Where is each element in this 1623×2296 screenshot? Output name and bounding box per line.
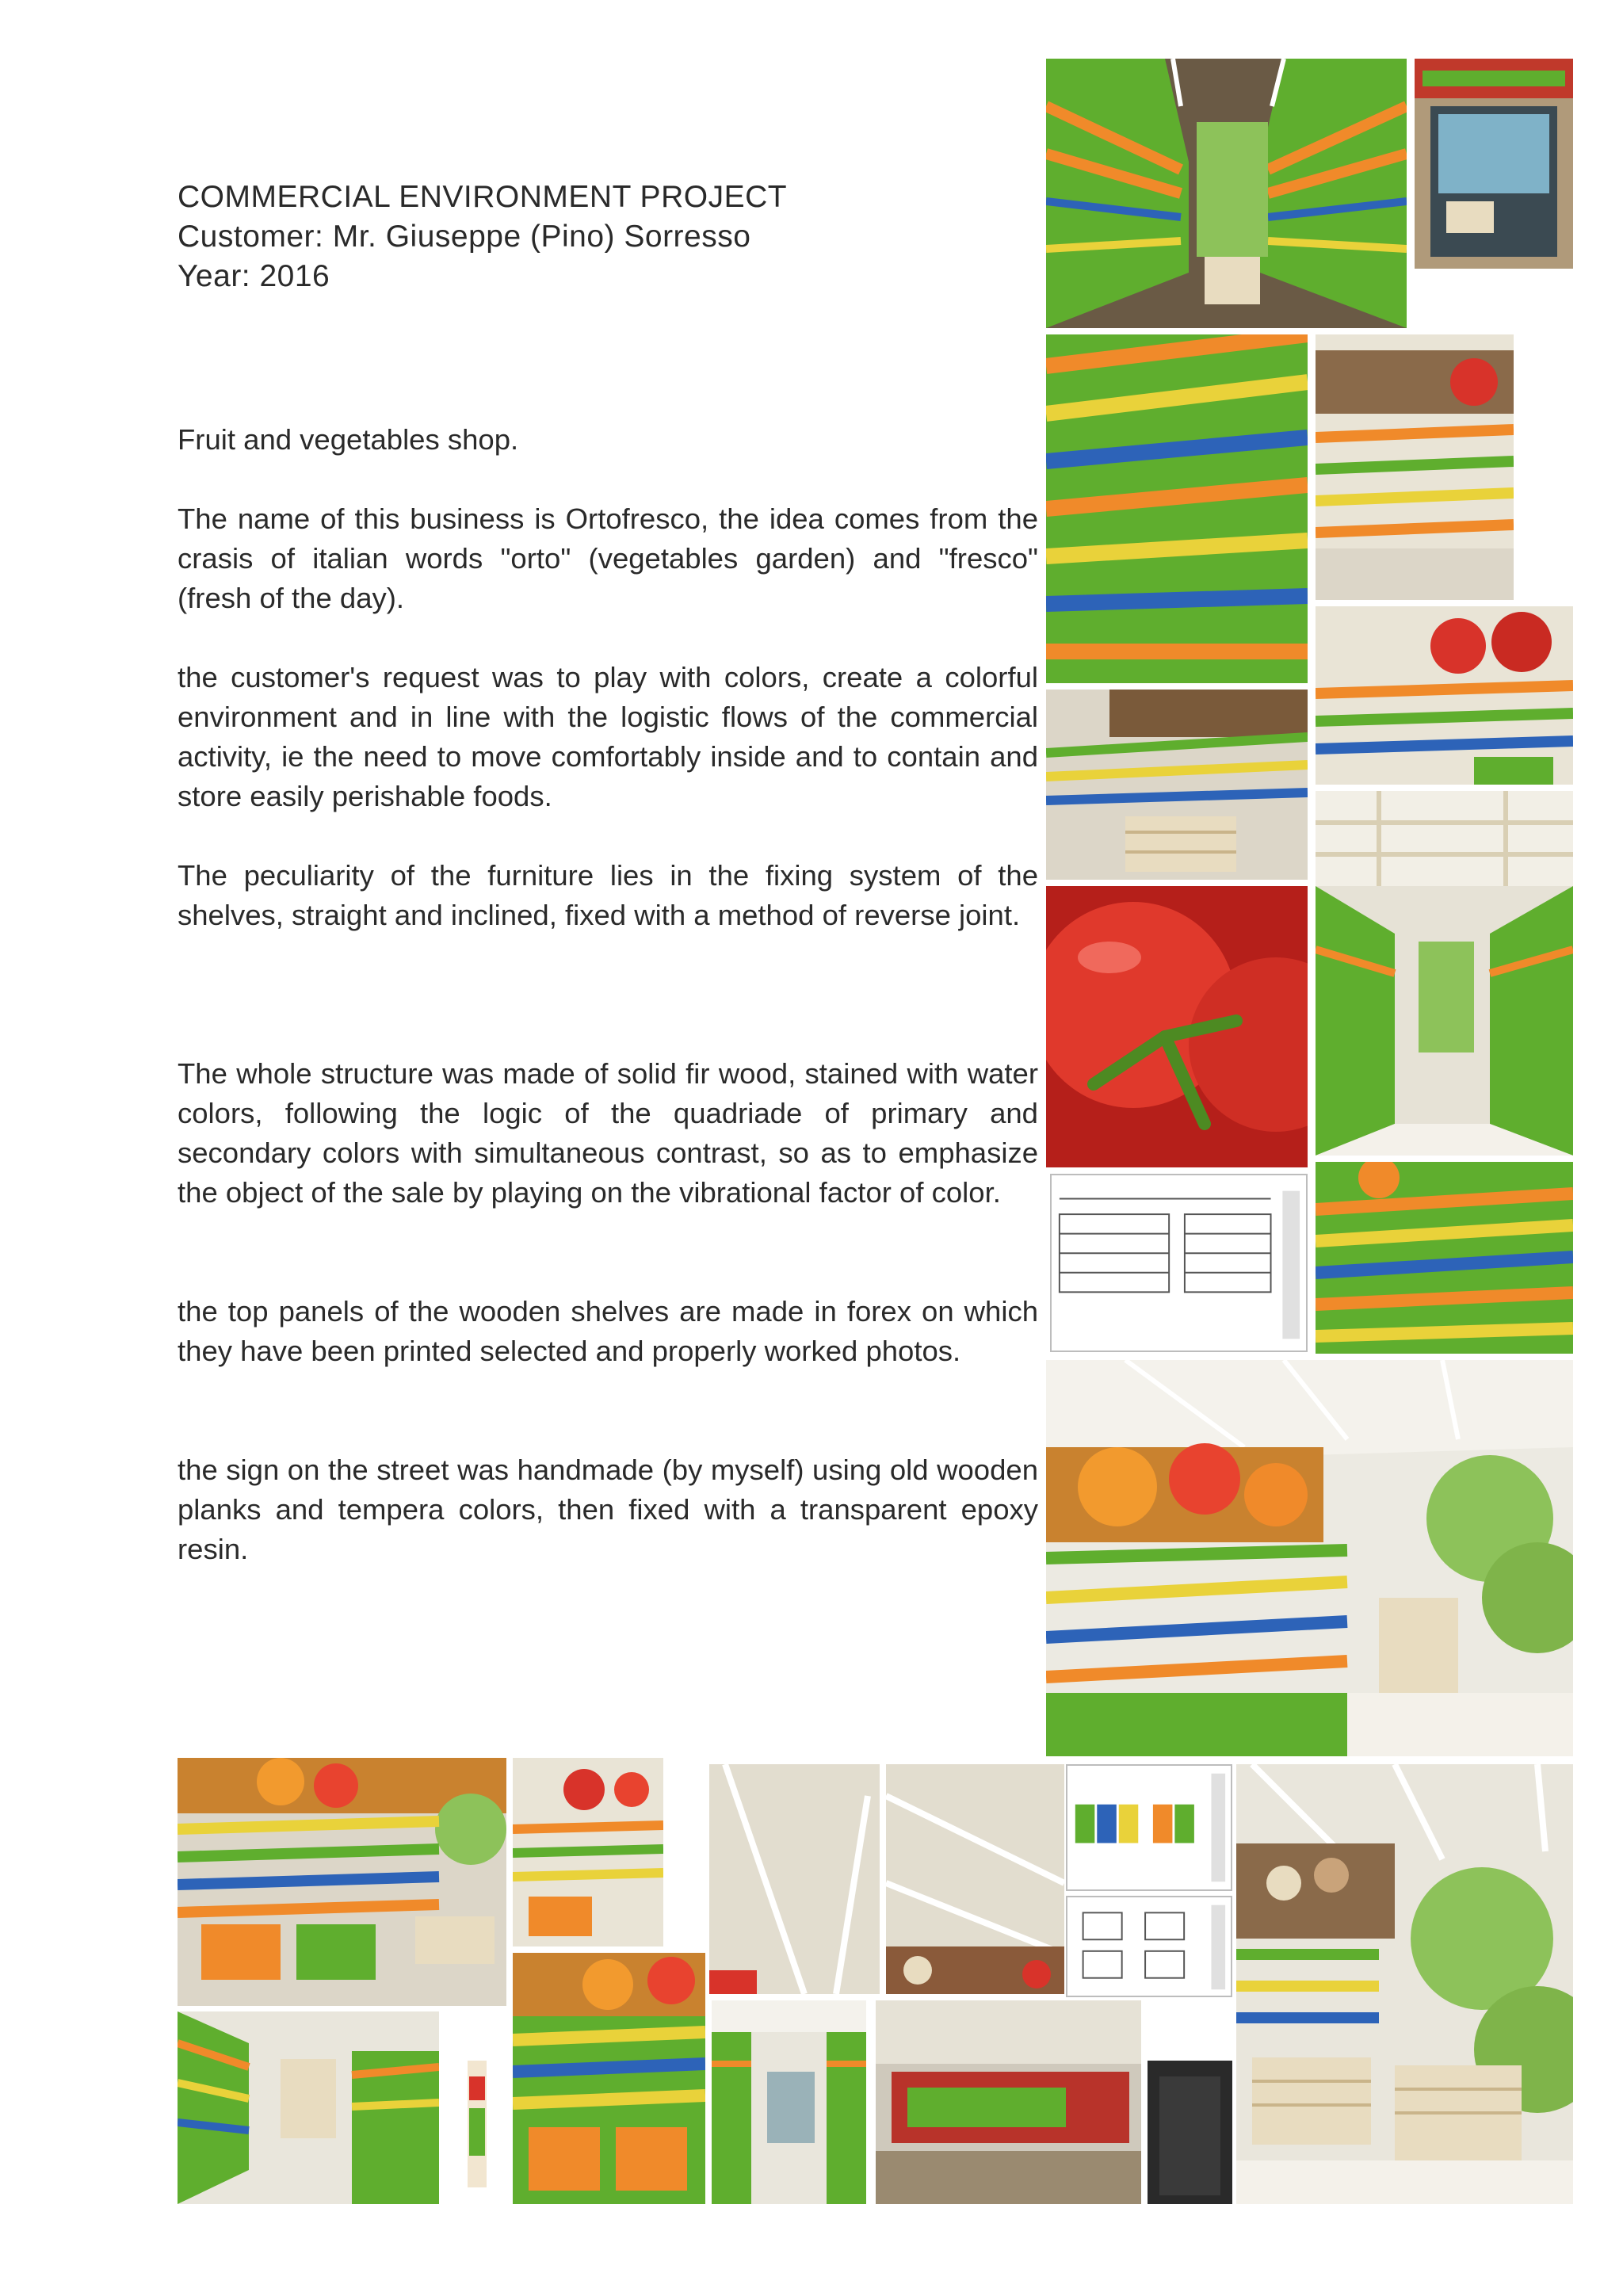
photo-tomato-shelf bbox=[1316, 606, 1573, 785]
photo-ceiling-lights-1 bbox=[709, 1764, 880, 1994]
photo-shelves-pallets bbox=[1046, 690, 1308, 880]
project-year: Year: 2016 bbox=[178, 259, 330, 293]
paragraph-structure: The whole structure was made of solid fir wood, stained with water colors, following the logic of the quadriade of primary and secondary colors with simultaneous contrast, so as to emphasize the object of the sale by playing on the vibrational factor of color. bbox=[178, 1057, 1038, 1209]
photo-shelves-detail bbox=[1316, 1162, 1573, 1354]
technical-drawing-plan-color bbox=[1066, 1764, 1232, 1891]
photo-shop-entrance bbox=[712, 2000, 866, 2204]
paragraph-request: the customer's request was to play with colors, create a colorful environment and in line with the logistic flows of the commercial activity, ie the need to move comfortably inside and to contain and store easily perishable foods. bbox=[178, 661, 1038, 812]
photo-shelves-right bbox=[1316, 334, 1514, 600]
photo-shelves-closeup bbox=[1046, 334, 1308, 683]
technical-drawing-section bbox=[1066, 1896, 1232, 1997]
photo-shelves-colorful bbox=[513, 1953, 705, 2204]
paragraph-furniture: The peculiarity of the furniture lies in the fixing system of the shelves, straight and inclined, fixed with a method of reverse joint. bbox=[178, 859, 1038, 931]
intro-paragraph: Fruit and vegetables shop. bbox=[178, 423, 519, 456]
project-title: COMMERCIAL ENVIRONMENT PROJECT bbox=[178, 180, 788, 214]
photo-ceiling-lights-2 bbox=[886, 1764, 1064, 1994]
project-customer: Customer: Mr. Giuseppe (Pino) Sorresso bbox=[178, 220, 751, 254]
photo-shop-front bbox=[1415, 59, 1573, 269]
photo-entrance-pallets bbox=[1236, 1764, 1573, 2204]
photo-aisle-shelves-low bbox=[178, 2011, 439, 2204]
photo-aisle-ceiling bbox=[1316, 791, 1573, 1156]
photo-interior-wide bbox=[1046, 1360, 1573, 1756]
photo-sign-vertical bbox=[445, 2045, 509, 2203]
photo-shelves-small bbox=[513, 1758, 663, 1946]
photo-shop-aisle bbox=[1046, 59, 1407, 328]
photo-dark-door bbox=[1148, 2061, 1232, 2204]
paragraph-name: The name of this business is Ortofresco, the idea comes from the crasis of italian words "orto" (vegetables garden) and "fresco" (fresh of the day). bbox=[178, 502, 1038, 614]
project-header bbox=[178, 178, 891, 296]
photo-shelves-fruit-mural bbox=[178, 1758, 506, 2006]
photo-tomato-macro bbox=[1046, 886, 1308, 1167]
paragraph-panels: the top panels of the wooden shelves are made in forex on which they have been printed selected and properly worked photos. bbox=[178, 1295, 1038, 1367]
technical-drawing-elevation bbox=[1050, 1174, 1308, 1352]
paragraph-sign: the sign on the street was handmade (by myself) using old wooden planks and tempera colors, then fixed with a transparent epoxy resin. bbox=[178, 1454, 1038, 1565]
photo-storefront-sign bbox=[876, 2000, 1141, 2204]
